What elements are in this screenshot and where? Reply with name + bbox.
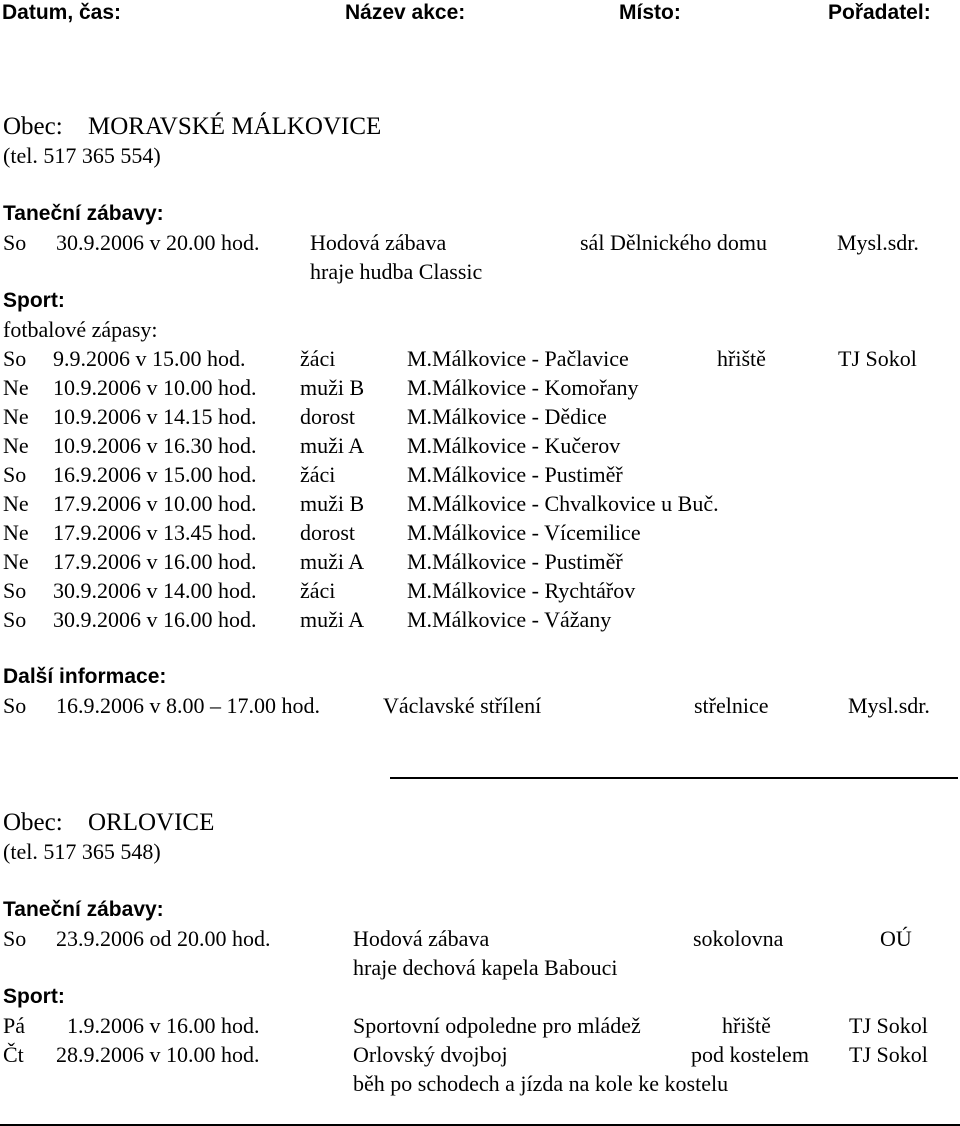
match-day: Ne [3, 433, 29, 458]
dance-datetime: 23.9.2006 od 20.00 hod. [56, 926, 271, 951]
match-team: dorost [300, 520, 355, 545]
match-datetime: 17.9.2006 v 16.00 hod. [53, 549, 257, 574]
match-teams: M.Málkovice - Kučerov [407, 433, 621, 458]
sport-datetime: 1.9.2006 v 16.00 hod. [67, 1013, 260, 1038]
obec-tel: (tel. 517 365 554) [3, 143, 161, 168]
dance-organizer: Mysl.sdr. [837, 230, 919, 255]
header-place: Místo: [619, 1, 681, 24]
match-teams: M.Málkovice - Rychtářov [407, 578, 636, 603]
match-datetime: 10.9.2006 v 16.30 hod. [53, 433, 257, 458]
match-datetime: 9.9.2006 v 15.00 hod. [53, 346, 246, 371]
match-day: Ne [3, 491, 29, 516]
obec-name: ORLOVICE [88, 809, 215, 836]
match-team: muži A [300, 433, 365, 458]
sport-note: běh po schodech a jízda na kole ke kostelu [353, 1071, 729, 1096]
match-day: So [3, 578, 27, 603]
more-place: střelnice [694, 693, 769, 718]
match-organizer: TJ Sokol [838, 346, 917, 371]
sport-organizer: TJ Sokol [849, 1013, 928, 1038]
match-day: So [3, 607, 27, 632]
sport-event: Sportovní odpoledne pro mládež [353, 1013, 641, 1038]
dance-day: So [3, 926, 27, 951]
match-teams: M.Málkovice - Dědice [407, 404, 607, 429]
more-heading: Další informace: [3, 665, 167, 688]
more-datetime: 16.9.2006 v 8.00 – 17.00 hod. [56, 693, 320, 718]
dance-place: sál Dělnického domu [580, 230, 767, 255]
sport-organizer: TJ Sokol [849, 1042, 928, 1067]
obec-label: Obec: [3, 113, 63, 140]
obec-label: Obec: [3, 809, 63, 836]
sport-place: pod kostelem [691, 1042, 809, 1067]
section-divider [390, 777, 958, 779]
match-teams: M.Málkovice - Pustiměř [407, 549, 623, 574]
sport-place: hřiště [722, 1013, 771, 1038]
match-team: muži A [300, 549, 365, 574]
sport-day: Čt [3, 1042, 24, 1067]
match-day: So [3, 462, 27, 487]
match-day: Ne [3, 404, 29, 429]
sport-event: Orlovský dvojboj [353, 1042, 508, 1067]
sport-heading: Sport: [3, 985, 65, 1008]
match-team: muži B [300, 375, 365, 400]
dance-datetime: 30.9.2006 v 20.00 hod. [56, 230, 260, 255]
more-event: Václavské střílení [383, 693, 542, 718]
match-datetime: 10.9.2006 v 14.15 hod. [53, 404, 257, 429]
sport-datetime: 28.9.2006 v 10.00 hod. [56, 1042, 260, 1067]
match-teams: M.Málkovice - Chvalkovice u Buč. [407, 491, 719, 516]
sport-heading: Sport: [3, 289, 65, 312]
match-teams: M.Málkovice - Komořany [407, 375, 639, 400]
more-day: So [3, 693, 27, 718]
match-teams: M.Málkovice - Pačlavice [407, 346, 629, 371]
match-team: muži A [300, 607, 365, 632]
match-team: žáci [300, 578, 336, 603]
match-place: hřiště [717, 346, 766, 371]
dance-heading: Taneční zábavy: [3, 202, 164, 225]
obec-name: MORAVSKÉ MÁLKOVICE [88, 113, 382, 140]
football-label: fotbalové zápasy: [3, 317, 158, 342]
dance-note: hraje hudba Classic [310, 259, 483, 284]
match-day: Ne [3, 375, 29, 400]
match-datetime: 30.9.2006 v 14.00 hod. [53, 578, 257, 603]
match-datetime: 16.9.2006 v 15.00 hod. [53, 462, 257, 487]
match-teams: M.Málkovice - Vážany [407, 607, 612, 632]
sport-day: Pá [3, 1013, 25, 1038]
match-team: dorost [300, 404, 355, 429]
dance-place: sokolovna [693, 926, 784, 951]
match-day: Ne [3, 549, 29, 574]
header-organizer: Pořadatel: [828, 1, 931, 24]
match-teams: M.Málkovice - Pustiměř [407, 462, 623, 487]
match-datetime: 10.9.2006 v 10.00 hod. [53, 375, 257, 400]
match-team: žáci [300, 346, 336, 371]
match-day: Ne [3, 520, 29, 545]
match-datetime: 17.9.2006 v 10.00 hod. [53, 491, 257, 516]
obec-tel: (tel. 517 365 548) [3, 839, 161, 864]
dance-event: Hodová zábava [353, 926, 490, 951]
header-datetime: Datum, čas: [2, 1, 122, 24]
match-day: So [3, 346, 27, 371]
dance-event: Hodová zábava [310, 230, 447, 255]
header-event: Název akce: [345, 1, 466, 24]
dance-day: So [3, 230, 27, 255]
match-datetime: 17.9.2006 v 13.45 hod. [53, 520, 257, 545]
dance-heading: Taneční zábavy: [3, 898, 164, 921]
match-team: žáci [300, 462, 336, 487]
match-team: muži B [300, 491, 365, 516]
more-organizer: Mysl.sdr. [848, 693, 930, 718]
match-datetime: 30.9.2006 v 16.00 hod. [53, 607, 257, 632]
dance-organizer: OÚ [880, 926, 912, 951]
match-teams: M.Málkovice - Vícemilice [407, 520, 641, 545]
dance-note: hraje dechová kapela Babouci [353, 955, 618, 980]
